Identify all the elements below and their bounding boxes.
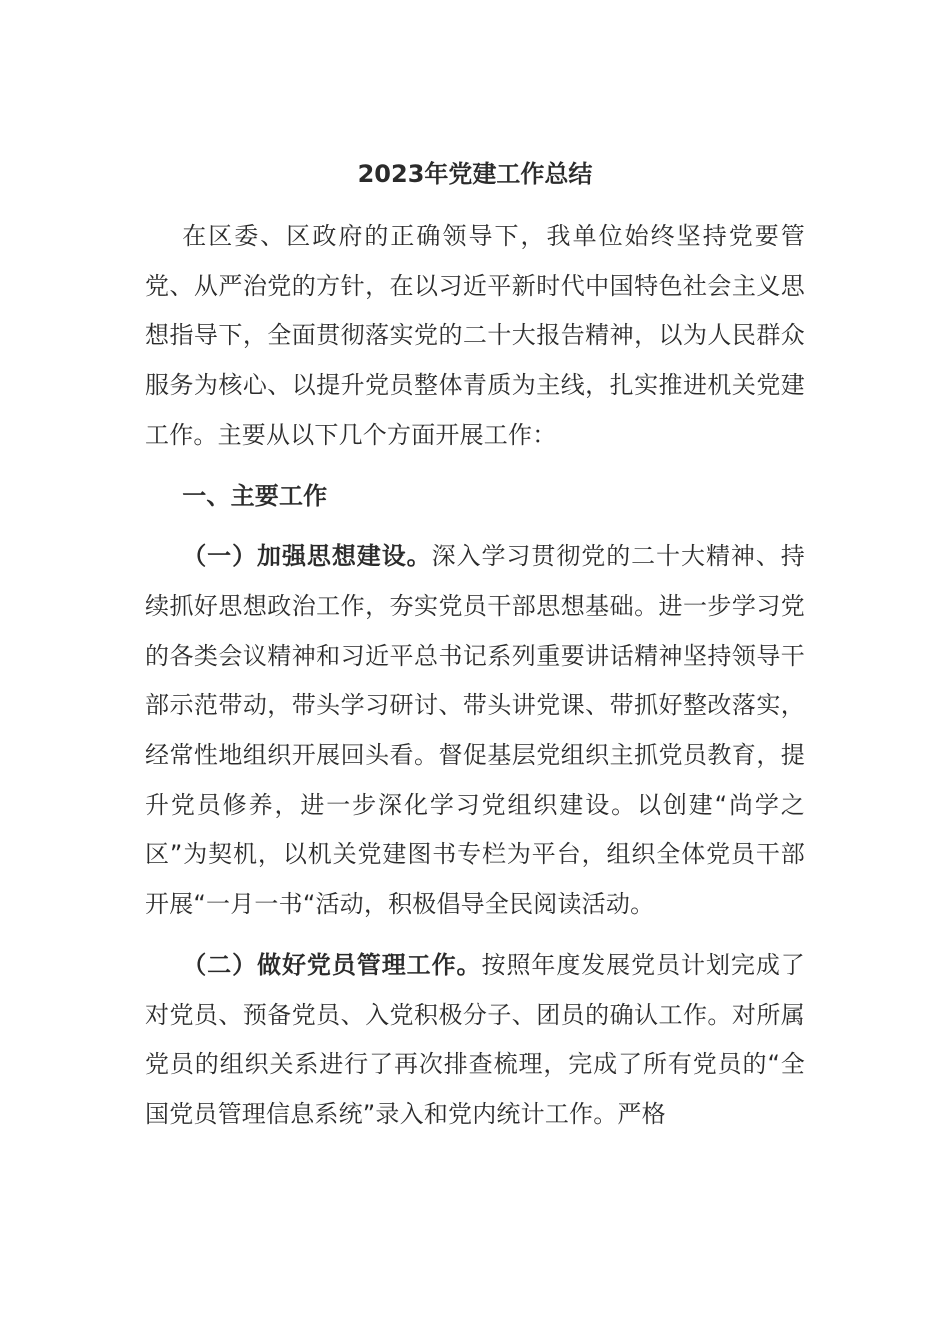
item-paragraph-1	[145, 532, 805, 930]
document-body	[145, 212, 805, 1140]
intro-paragraph: 在区委、区政府的正确领导下，我单位始终坚持党要管党、从严治党的方针，在以习近平新时代中国特色社会主义思想指导下，全面贯彻落实党的二十大报告精神，以为人民群众服务为核心、以提升党员整体青质为主线，扎实推进机关党建工作。主要从以下几个方面开展工作：	[145, 222, 805, 449]
document-title: 2023年党建工作总结	[357, 160, 593, 188]
item-text-1: 深入学习贯彻党的二十大精神、持续抓好思想政治工作，夯实党员干部思想基础。进一步学习党的各类会议精神和习近平总书记系列重要讲话精神坚持领导干部示范带动，带头学习研讨、带头讲党课、带抓好整改落实，经常性地组织开展回头看。督促基层党组织主抓党员教育，提升党员修养，进一步深化学习党组织建设。以创建“尚学之区”为契机，以机关党建图书专栏为平台，组织全体党员干部开展“一月一书“活动，积极倡导全民阅读活动。	[145, 542, 805, 919]
item-text-2: 按照年度发展党员计划完成了对党员、预备党员、入党积极分子、团员的确认工作。对所属党员的组织关系进行了再次排查梳理，完成了所有党员的“全国党员管理信息系统”录入和党内统计工作。严格	[145, 950, 805, 1128]
item-paragraph-2	[145, 941, 805, 1140]
item-lead-1: （一）加强思想建设。	[182, 542, 432, 571]
section-heading: 一、主要工作	[182, 481, 328, 510]
item-lead-2: （二）做好党员管理工作。	[182, 950, 482, 979]
